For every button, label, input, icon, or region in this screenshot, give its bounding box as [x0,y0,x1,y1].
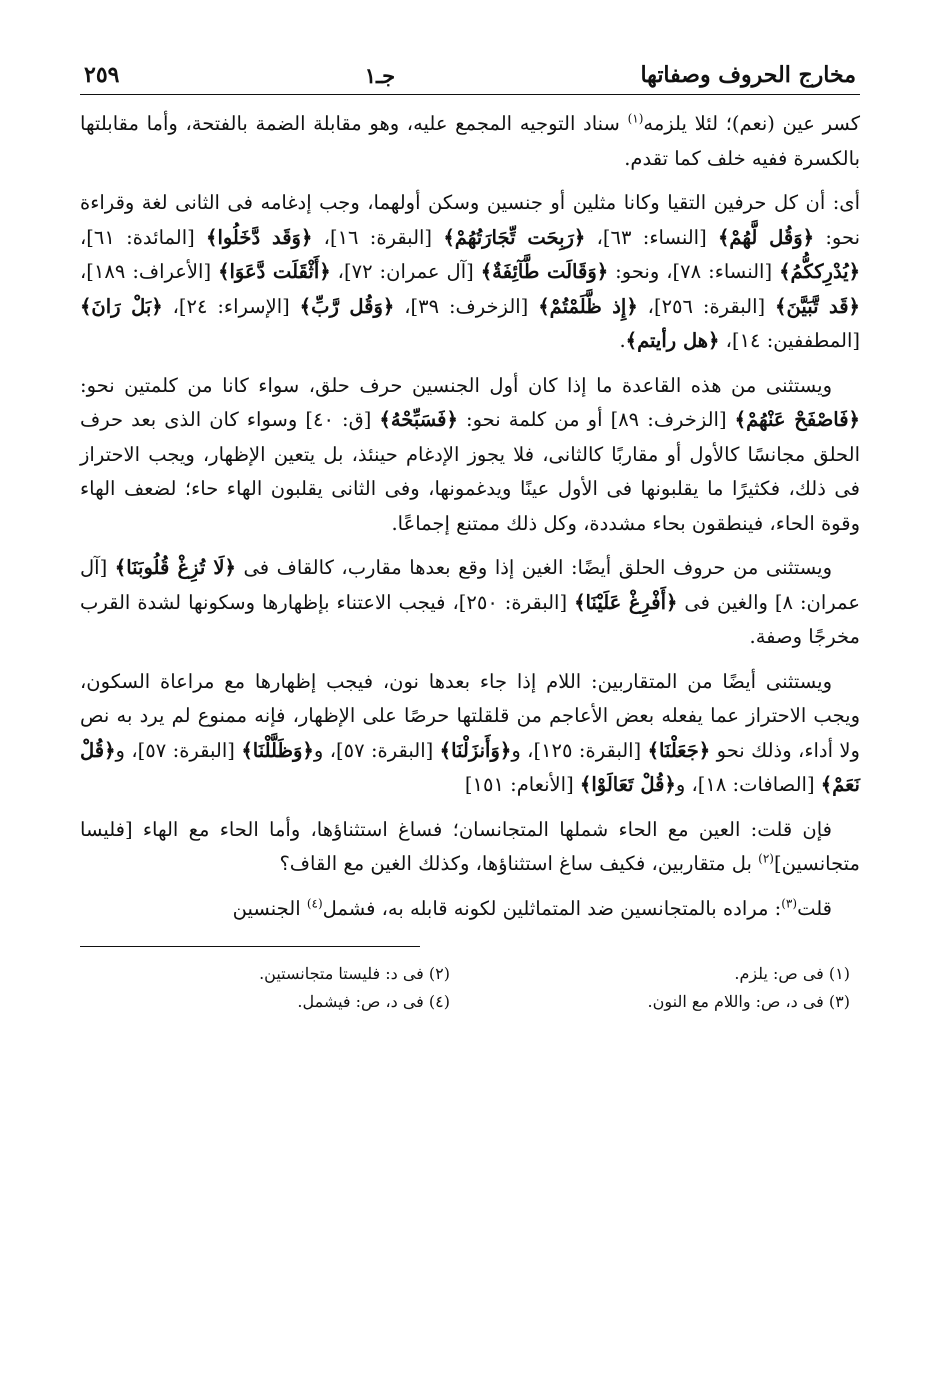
citation: [الزخرف: ٨٩] أو من كلمة نحو: [457,408,735,431]
quran-quote: ﴿قُلْ نَعَمْ﴾ [80,738,860,796]
quran-quote: ﴿فَاصْفَحْ عَنْهُمْ﴾ [734,408,860,431]
quran-quote: ﴿قَد تَّبَيَّنَ﴾ [775,294,860,318]
footnote-1: (١) فى ص: يلزم. [734,964,850,983]
quran-quote: ﴿رَبِحَت تِّجَارَتُهُمْ﴾ [443,225,586,249]
citation: [المطففين: ١٤]، [719,329,860,352]
main-text [80,107,860,926]
quran-quote: ﴿وَقُل لَّهُمْ﴾ [717,225,815,249]
paragraph-1 [80,107,860,176]
text-run: : مراده بالمتجانسين ضد المتماثلين لكونه قابله به، فشمل [322,896,782,920]
footnote-4: (٤) فى د، ص: فيشمل. [297,992,450,1011]
quran-quote: ﴿وَقَالَت طَّآئِفَةٌ﴾ [480,260,609,283]
citation: [آل عمران: ٧٢]، [330,260,481,283]
text-run: كسر عين (نعم)؛ لئلا يلزمه [643,112,861,135]
quran-quote: ﴿أَفْرِغْ عَلَيْنَا﴾ [574,590,678,614]
footnote-ref-4: (٤) [306,896,323,910]
quran-quote: ﴿يُدْرِككُّمُ﴾ [779,260,861,283]
citation: [آل عمران: ٨] والغين فى [80,556,860,614]
quran-quote: ﴿بَلْ رَانَ﴾ [80,294,163,318]
quran-quote: ﴿وَقُل رَّبِّ﴾ [299,294,395,318]
footnote-ref-1: (١) [627,111,644,126]
citation: [البقرة: ١٦]، [312,225,444,249]
text-run: أى: أن كل حرفين التقيا وكانا مثلين أو جنسين وسكن أولهما، وجب إدغامه فى الثانى لغة وقراءة نحو: [80,191,860,249]
footnote-ref-3: (٣) [781,896,798,910]
quran-quote: ﴿أَثْقَلَت دَّعَوَا﴾ [218,260,331,283]
text-run: فإن قلت: العين مع الحاء شملها المتجانسان؛ فساغ استثناؤها، وأما الحاء مع الهاء [فليسا متجانسين] [80,817,860,875]
text-run: ويستثنى من هذه القاعدة ما إذا كان أول الجنسين حرف حلق، سواء كانا من كلمتين نحو: [80,373,832,397]
paragraph-4 [80,551,860,655]
text-run: [ق: ٤٠] وسواء كان الذى بعد حرف الحلق مجانسًا كالأول أو مقاربًا كالثانى، فلا يجوز الإدغام حينئذ، بل يتعين الإظهار، ويجب الاحتراز فى ذلك، فكثيرًا ما يقلبونها فى الأول عينًا ويدغمونها، وفى الثانى يقلبون الهاء حاء؛ لضعف الهاء وقوة الحاء، فينطقون بحاء مشددة، وكل ذلك ممتنع إجماعًا. [80,408,860,535]
footnote-2: (٢) فى د: فليستا متجانستين. [259,964,450,983]
paragraph-6 [80,813,860,882]
text-run: ويستثنى أيضًا من المتقاربين: اللام إذا جاء بعدها نون، فيجب إظهارها مع مراعاة السكون، ويجب الاحتراز عما يفعله بعض الأعاجم من قلقلتها حرصًا على الإظهار، فإنه ممنوع لم يرد به نص ولا أداء، وذلك نحو [80,669,860,762]
text-run: قلت [797,896,832,920]
volume-label: جـ١ [364,63,396,88]
citation: [الزخرف: ٣٩]، [394,294,539,318]
footnote-ref-2: (٢) [758,851,774,866]
paragraph-5 [80,665,860,803]
citation: [النساء: ٦٣]، [585,225,718,249]
citation: [البقرة: ١٢٥]، و [511,738,648,762]
text-run: [البقرة: ٢٥٠]، فيجب الاعتناء بإظهارها وسكونها لشدة القرب مخرجًا وصفة. [80,590,860,648]
page-number: ٢٥٩ [84,62,120,88]
citation: [الصافات: ١٨]، و [675,773,821,796]
chapter-title: مخارج الحروف وصفاتها [640,62,856,88]
citation: [البقرة: ٥٧]، و [115,738,242,762]
quran-quote: ﴿فَسَبِّحْهُ﴾ [379,408,458,431]
book-page [80,40,860,1015]
citation: [المائدة: ٦١]، [80,225,207,249]
quran-quote: ﴿وَظَلَّلْنَا﴾ [241,738,314,762]
citation: [البقرة: ٢٥٦]، [637,294,776,318]
running-header [80,40,860,95]
quran-quote: ﴿هل رأيتم﴾ [625,329,720,352]
paragraph-2 [80,186,860,359]
text-run: سناد التوجيه المجمع عليه، وهو مقابلة الضمة بالفتحة، وأما مقابلتها بالكسرة ففيه خلف كما تقدم. [80,112,860,170]
paragraph-3 [80,369,860,542]
text-run: . [619,329,626,352]
text-run: بل متقاربين، فكيف ساغ استثناؤها، وكذلك الغين مع القاف؟ [279,852,759,875]
quran-quote: ﴿إِذ ظَّلَمْتُمْ﴾ [538,294,638,318]
citation: [الأعراف: ١٨٩]، [80,260,219,283]
citation: [الإسراء: ٢٤]، [162,294,300,318]
citation: [النساء: ٧٨]، ونحو: [608,260,780,283]
text-run: ويستثنى من حروف الحلق أيضًا: الغين إذا وقع بعدها مقارب، كالقاف فى [235,556,832,579]
quran-quote: ﴿وَقَد دَّخَلُوا﴾ [206,225,313,249]
footnote-divider [80,946,420,947]
quran-quote: ﴿وَأَنزَلْنَا﴾ [439,738,512,762]
quran-quote: ﴿لَا تُزِغْ قُلُوبَنَا﴾ [114,556,236,579]
footnote-3: (٣) فى د، ص: واللام مع النون. [647,992,850,1011]
footnotes [80,961,860,1015]
paragraph-7 [80,892,860,927]
citation: [الأنعام: ١٥١] [464,773,580,796]
quran-quote: ﴿جَعَلْنَا﴾ [647,738,711,762]
text-run: الجنسين [232,896,307,920]
quran-quote: ﴿قُلْ تَعَالَوْا﴾ [579,773,676,796]
citation: [البقرة: ٥٧]، و [313,738,440,762]
